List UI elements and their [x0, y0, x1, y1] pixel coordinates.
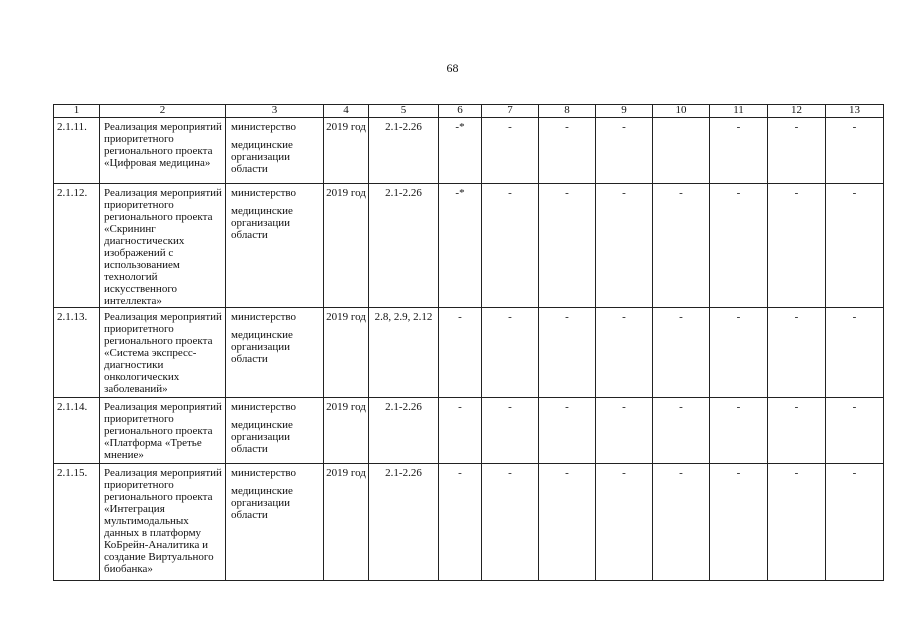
value-col-11: -	[710, 398, 768, 464]
executor-ministry: министерство	[231, 187, 297, 199]
value-col-7: -	[482, 398, 539, 464]
value-col-8: -	[539, 464, 596, 581]
implementation-year: 2019 год	[324, 118, 369, 184]
value-col-12: -	[768, 308, 826, 398]
value-col-8: -	[539, 184, 596, 308]
activity-name: Реализация мероприятий приоритетного регионального проекта «Скрининг диагностических изображений с использованием технологий искусственного интеллекта»	[100, 184, 226, 308]
value-col-8: -	[539, 308, 596, 398]
header-cell: 9	[596, 105, 653, 118]
value-col-8: -	[539, 398, 596, 464]
table-header	[54, 105, 884, 118]
table-row	[54, 184, 884, 308]
value-col-7: -	[482, 118, 539, 184]
value-col-10: -	[653, 308, 710, 398]
item-number: 2.1.13.	[54, 308, 100, 398]
header-cell: 4	[324, 105, 369, 118]
executor-ministry: министерство	[231, 121, 297, 133]
value-col-6: -*	[439, 184, 482, 308]
header-cell: 5	[369, 105, 439, 118]
value-col-12: -	[768, 398, 826, 464]
value-col-9: -	[596, 184, 653, 308]
activities-table	[53, 104, 884, 581]
value-col-12: -	[768, 464, 826, 581]
activity-name: Реализация мероприятий приоритетного регионального проекта «Цифровая медицина»	[100, 118, 226, 184]
item-number: 2.1.11.	[54, 118, 100, 184]
implementation-year: 2019 год	[324, 184, 369, 308]
executor-cell	[226, 398, 324, 464]
value-col-12: -	[768, 118, 826, 184]
executor-organizations: медицинские организации области	[231, 329, 293, 365]
executor-cell	[226, 118, 324, 184]
item-number: 2.1.14.	[54, 398, 100, 464]
value-col-12: -	[768, 184, 826, 308]
executor-ministry: министерство	[231, 401, 297, 413]
header-cell: 10	[653, 105, 710, 118]
executor-organizations: медицинские организации области	[231, 139, 293, 175]
executor-ministry: министерство	[231, 467, 297, 479]
header-cell: 6	[439, 105, 482, 118]
table-row	[54, 464, 884, 581]
value-col-6: -	[439, 308, 482, 398]
value-col-13: -	[826, 464, 884, 581]
item-number: 2.1.12.	[54, 184, 100, 308]
value-col-13: -	[826, 398, 884, 464]
value-col-6: -	[439, 464, 482, 581]
value-col-10: -	[653, 398, 710, 464]
value-col-9: -	[596, 464, 653, 581]
value-col-10	[653, 118, 710, 184]
value-col-6: -*	[439, 118, 482, 184]
item-number: 2.1.15.	[54, 464, 100, 581]
value-col-7: -	[482, 464, 539, 581]
value-col-10: -	[653, 184, 710, 308]
header-row	[54, 105, 884, 118]
value-col-7: -	[482, 308, 539, 398]
header-cell: 13	[826, 105, 884, 118]
header-cell: 11	[710, 105, 768, 118]
header-cell: 7	[482, 105, 539, 118]
implementation-year: 2019 год	[324, 308, 369, 398]
indicators-ref: 2.1-2.26	[369, 464, 439, 581]
activity-name: Реализация мероприятий приоритетного регионального проекта «Интеграция мультимодальных данных в платформу КоБрейн-Аналитика и создание Виртуального биобанка»	[100, 464, 226, 581]
value-col-11: -	[710, 184, 768, 308]
header-cell: 8	[539, 105, 596, 118]
value-col-13: -	[826, 184, 884, 308]
executor-ministry: министерство	[231, 311, 297, 323]
page-number: 68	[446, 61, 459, 75]
value-col-9: -	[596, 308, 653, 398]
value-col-11: -	[710, 308, 768, 398]
header-cell: 3	[226, 105, 324, 118]
indicators-ref: 2.1-2.26	[369, 184, 439, 308]
value-col-7: -	[482, 184, 539, 308]
implementation-year: 2019 год	[324, 464, 369, 581]
value-col-13: -	[826, 118, 884, 184]
executor-organizations: медицинские организации области	[231, 205, 293, 241]
activity-name: Реализация мероприятий приоритетного регионального проекта «Система экспресс-диагностики онкологических заболеваний»	[100, 308, 226, 398]
value-col-10: -	[653, 464, 710, 581]
value-col-13: -	[826, 308, 884, 398]
executor-cell	[226, 464, 324, 581]
table-row	[54, 398, 884, 464]
value-col-9: -	[596, 398, 653, 464]
value-col-11: -	[710, 464, 768, 581]
table-row	[54, 118, 884, 184]
indicators-ref: 2.1-2.26	[369, 118, 439, 184]
executor-organizations: медицинские организации области	[231, 419, 293, 455]
value-col-8: -	[539, 118, 596, 184]
value-col-6: -	[439, 398, 482, 464]
header-cell: 12	[768, 105, 826, 118]
table-body	[54, 118, 884, 581]
activity-name: Реализация мероприятий приоритетного регионального проекта «Платформа «Третье мнение»	[100, 398, 226, 464]
value-col-11: -	[710, 118, 768, 184]
indicators-ref: 2.8, 2.9, 2.12	[369, 308, 439, 398]
executor-cell	[226, 308, 324, 398]
executor-cell	[226, 184, 324, 308]
value-col-9: -	[596, 118, 653, 184]
implementation-year: 2019 год	[324, 398, 369, 464]
header-cell: 2	[100, 105, 226, 118]
executor-organizations: медицинские организации области	[231, 485, 293, 521]
table-row	[54, 308, 884, 398]
header-cell: 1	[54, 105, 100, 118]
indicators-ref: 2.1-2.26	[369, 398, 439, 464]
